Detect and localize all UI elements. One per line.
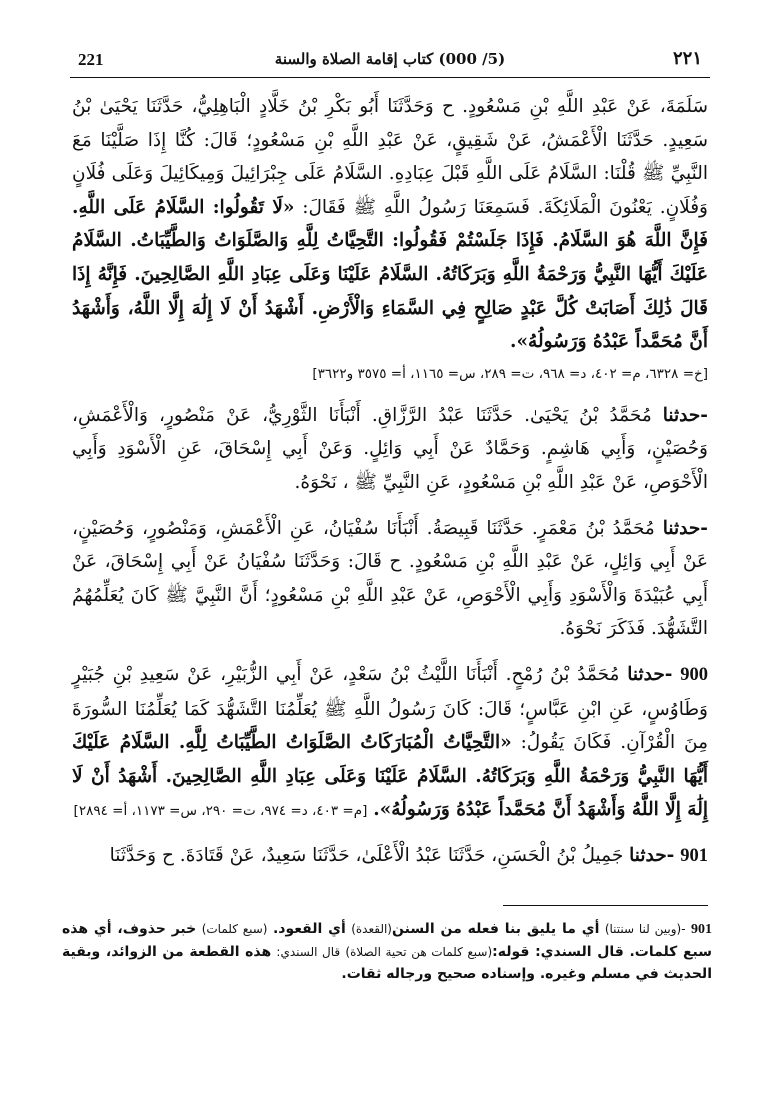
haddathana-lead: -حدثنا — [627, 663, 673, 685]
main-text — [72, 90, 708, 873]
footnote-gloss: هذه القطعة من الزوائد، وبقية الحديث في مسلم وغيره. وإسناده صحيح ورجاله ثقات. — [62, 944, 712, 982]
isnad-text: سَلَمَةَ، عَنْ عَبْدِ اللَّهِ بْنِ مَسْعُودٍ. ح وَحَدَّثَنَا أَبُو بَكْرِ بْنُ خَلَّادٍ الْبَاهِلِيُّ، حَدَّثَنَا يَحْيَىٰ بْنُ سَعِيدٍ. حَدَّثَنَا الْأَعْمَشُ، عَنْ شَقِيقٍ، عَنْ عَبْدِ اللَّهِ بْنِ مَسْعُودٍ؛ قَالَ: كُنَّا إِذَا صَلَّيْنَا مَعَ النَّبِيِّ ﷺ قُلْنَا: السَّلَامُ عَلَى اللَّهِ قَبْلَ عِبَادِهِ. السَّلَامُ عَلَى جِبْرَائِيلَ وَمِيكَائِيلَ وَعَلَى فُلَانٍ وَفُلَانٍ. يَعْنُونَ الْمَلَائِكَةَ. فَسَمِعَنَا رَسُولُ اللَّهِ ﷺ فَقَالَ: — [72, 96, 708, 218]
footnote-rule — [503, 905, 708, 906]
footnote — [62, 918, 712, 985]
page-header — [70, 46, 710, 74]
footnote-lemma: -(وبين لنا سنتنا) — [604, 922, 686, 936]
hadith-paragraph-900 — [72, 658, 708, 827]
haddathana-lead: -حدثنا — [662, 517, 708, 539]
haddathana-lead: -حدثنا — [662, 404, 708, 426]
isnad-text: مُحَمَّدُ بْنُ مَعْمَرٍ. حَدَّثَنَا قَبِيصَةُ. أَنْبَأَنَا سُفْيَانُ، عَنِ الْأَعْمَشِ، وَمَنْصُورٍ، وَحُصَيْنٍ، عَنْ أَبِي وَائِلٍ، عَنْ عَبْدِ اللَّهِ بْنِ مَسْعُودٍ. ح قَالَ: وَحَدَّثَنَا سُفْيَانُ عَنْ أَبِي إِسْحَاقَ، عَنْ أَبِي عُبَيْدَةَ وَالْأَسْوَدِ وَأَبِي الْأَحْوَصِ، عَنْ عَبْدِ اللَّهِ بْنِ مَسْعُودٍ؛ أَنَّ النَّبِيَّ ﷺ كَانَ يُعَلِّمُهُمُ التَّشَهُّدَ. فَذَكَرَ نَحْوَهُ. — [72, 517, 708, 640]
footnote-gloss: أي القعود. — [272, 921, 346, 937]
isnad-text: جَمِيلُ بْنُ الْحَسَنِ، حَدَّثَنَا عَبْدُ الْأَعْلَىٰ، حَدَّثَنَا سَعِيدٌ، عَنْ قَتَادَةَ. ح وَحَدَّثَنَا — [109, 844, 624, 866]
matn-text: «لَا تَقُولُوا: السَّلَامُ عَلَى اللَّهِ. فَإِنَّ اللَّهَ هُوَ السَّلَامُ. فَإِذَا جَلَسْتُمْ فَقُولُوا: التَّحِيَّاتُ لِلَّهِ وَالصَّلَوَاتُ وَالطَّيِّبَاتُ. السَّلَامُ عَلَيْكَ أَيُّهَا النَّبِيُّ وَرَحْمَةُ اللَّهِ وَبَرَكَاتُهُ. السَّلَامُ عَلَيْنَا وَعَلَى عِبَادِ اللَّهِ الصَّالِحِينَ. فَإِنَّهُ إِذَا قَالَ ذَٰلِكَ أَصَابَتْ كُلَّ عَبْدٍ صَالِحٍ فِي السَّمَاءِ وَالْأَرْضِ. أَشْهَدُ أَنْ لَا إِلَٰهَ إِلَّا اللَّهُ، وَأَشْهَدُ أَنَّ مُحَمَّداً عَبْدُهُ وَرَسُولُهُ». — [72, 196, 708, 353]
footnote-note: قال السندي: — [276, 945, 341, 959]
footnote-lemma: (سبع كلمات هن تحية الصلاة) — [345, 945, 493, 959]
takhrij-reference: [م= ٤٠٣، د= ٩٧٤، ت= ٢٩٠، س= ١١٧٣، أ= ٢٨٩٤] — [73, 803, 368, 820]
matn-text: «التَّحِيَّاتُ الْمُبَارَكَاتُ الصَّلَوَاتُ الطَّيِّبَاتُ لِلَّهِ. السَّلَامُ عَلَيْكَ أَيُّهَا النَّبِيُّ وَرَحْمَةُ اللَّهِ وَبَرَكَاتُهُ. السَّلَامُ عَلَيْنَا وَعَلَى عِبَادِ اللَّهِ الصَّالِحِينَ. أَشْهَدُ أَنْ لَا إِلَٰهَ إِلَّا اللَّهُ وَأَشْهَدُ أَنَّ مُحَمَّداً عَبْدُهُ وَرَسُولُهُ». — [72, 732, 708, 821]
haddathana-lead: -حدثنا — [629, 844, 675, 866]
footnote-lemma: (القعدة) — [351, 922, 392, 936]
takhrij-reference: [خ= ٦٣٢٨، م= ٤٠٢، د= ٩٦٨، ت= ٢٨٩، س= ١١٦٥، أ= ٣٥٧٥ و٣٦٢٢] — [312, 365, 708, 382]
hadith-number: 901 — [680, 845, 708, 866]
hadith-paragraph-901 — [72, 839, 708, 874]
page-number-latin: 221 — [78, 50, 104, 69]
isnad-text: مُحَمَّدُ بْنُ يَحْيَىٰ. حَدَّثَنَا عَبْدُ الرَّزَّاقِ. أَنْبَأَنَا الثَّوْرِيُّ، عَنْ مَنْصُورٍ، وَالْأَعْمَشِ، وَحُصَيْنٍ، وَأَبِي هَاشِمٍ. وَحَمَّادٌ عَنْ أَبِي وَائِلٍ. وَعَنْ أَبِي إِسْحَاقَ، عَنِ الْأَسْوَدِ وَأَبِي الْأَحْوَصِ، عَنْ عَبْدِ اللَّهِ بْنِ مَسْعُودٍ، عَنِ النَّبِيِّ ﷺ ، نَحْوَهُ. — [72, 404, 708, 493]
isnad-text: مُحَمَّدُ بْنُ رُمْحٍ. أَنْبَأَنَا اللَّيْثُ بْنُ سَعْدٍ، عَنْ أَبِي الزُّبَيْرِ، عَنْ سَعِيدِ بْنِ جُبَيْرٍ وَطَاوُسٍ، عَنِ ابْنِ عَبَّاسٍ؛ قَالَ: كَانَ رَسُولُ اللَّهِ ﷺ يُعَلِّمُنَا التَّشَهُّدَ كَمَا يُعَلِّمُنَا السُّورَةَ مِنَ الْقُرْآنِ. فَكَانَ يَقُولُ: — [72, 663, 708, 754]
hadith-paragraph-2 — [72, 399, 708, 500]
footnote-lemma: (سبع كلمات) — [201, 922, 268, 936]
hadith-number: 900 — [680, 664, 708, 685]
hadith-paragraph-1 — [72, 90, 708, 359]
page-number-arabic: ٢٢١ — [672, 48, 702, 69]
footnote-gloss: أي ما يليق بنا فعله من السنن — [392, 921, 600, 937]
hadith-paragraph-3 — [72, 512, 708, 646]
running-title: (5/ 000) كتاب إقامة الصلاة والسنة — [274, 50, 506, 68]
header-rule — [70, 77, 710, 78]
footnote-number: 901 — [690, 922, 712, 937]
footnote-gloss: خبر حذوف، أي هذه سبع كلمات. قال السندي: قوله: — [62, 921, 713, 960]
